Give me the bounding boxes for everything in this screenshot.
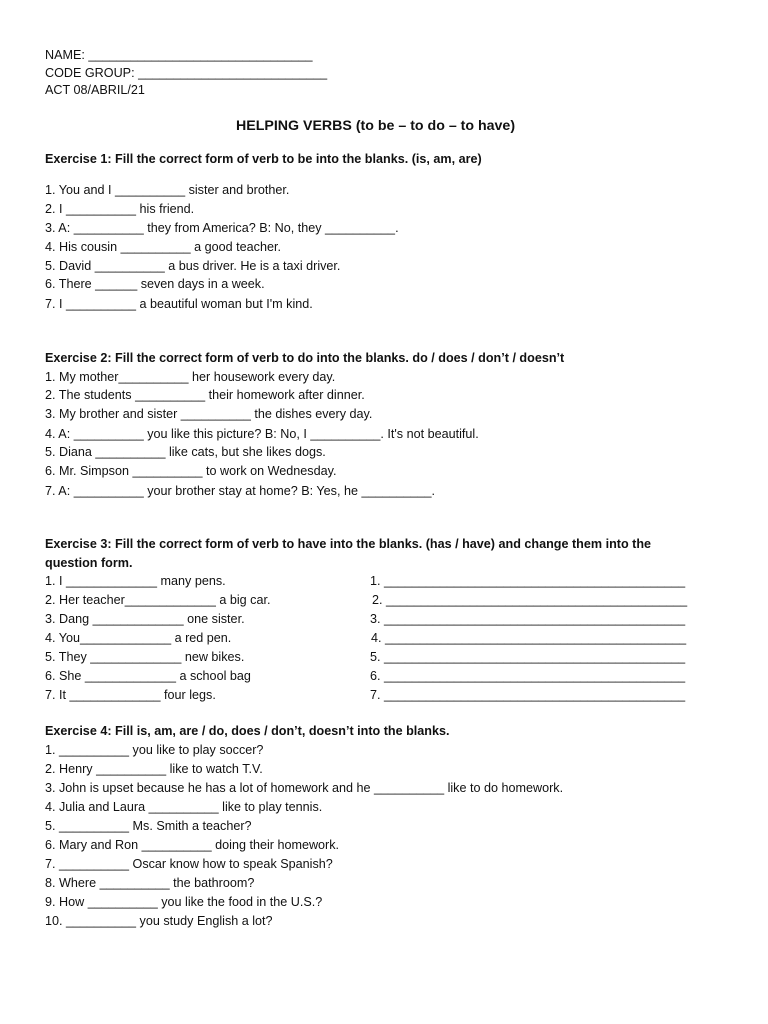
exercise-4-item: 2. Henry __________ like to watch T.V.	[45, 762, 263, 776]
exercise-3-answer-line: 1. ___________________________________________	[370, 574, 686, 588]
exercise-4-heading: Exercise 4: Fill is, am, are / do, does / don’t, doesn’t into the blanks.	[45, 724, 450, 738]
exercise-1-item: 6. There ______ seven days in a week.	[45, 277, 265, 291]
name-field-line: NAME: ________________________________	[45, 48, 313, 62]
exercise-1-item: 2. I __________ his friend.	[45, 202, 195, 216]
exercise-1-item: 4. His cousin __________ a good teacher.	[45, 240, 281, 254]
exercise-3-answer-line: 3. ___________________________________________	[370, 612, 686, 626]
page-title: HELPING VERBS (to be – to do – to have)	[236, 118, 516, 134]
exercise-4-item: 1. __________ you like to play soccer?	[45, 743, 264, 757]
exercise-3-heading-continued: question form.	[45, 556, 133, 570]
exercise-1-item: 7. I __________ a beautiful woman but I'm kind.	[45, 297, 313, 311]
exercise-4-item: 9. How __________ you like the food in the U.S.?	[45, 895, 323, 909]
exercise-4-item: 8. Where __________ the bathroom?	[45, 876, 255, 890]
exercise-2-item: 4. A: __________ you like this picture? B: No, I __________. It's not beautiful.	[45, 427, 479, 441]
exercise-2-item: 2. The students __________ their homework after dinner.	[45, 388, 365, 402]
exercise-3-item: 6. She _____________ a school bag	[45, 669, 251, 683]
exercise-3-item: 4. You_____________ a red pen.	[45, 631, 232, 645]
exercise-1-heading: Exercise 1: Fill the correct form of verb to be into the blanks. (is, am, are)	[45, 152, 482, 166]
exercise-3-item: 5. They _____________ new bikes.	[45, 650, 245, 664]
exercise-3-item: 7. It _____________ four legs.	[45, 688, 216, 702]
exercise-3-item: 3. Dang _____________ one sister.	[45, 612, 245, 626]
exercise-3-answer-line: 2. ___________________________________________	[372, 593, 688, 607]
exercise-3-answer-line: 6. ___________________________________________	[370, 669, 686, 683]
exercise-2-heading: Exercise 2: Fill the correct form of verb to do into the blanks. do / does / don’t / doesn’t	[45, 351, 565, 365]
code-group-field-line: CODE GROUP: ___________________________	[45, 66, 328, 80]
exercise-1-item: 3. A: __________ they from America? B: No, they __________.	[45, 221, 399, 235]
exercise-4-item: 7. __________ Oscar know how to speak Spanish?	[45, 857, 333, 871]
exercise-3-item: 1. I _____________ many pens.	[45, 574, 226, 588]
exercise-2-item: 7. A: __________ your brother stay at home? B: Yes, he __________.	[45, 484, 436, 498]
exercise-3-answer-line: 4. ___________________________________________	[371, 631, 687, 645]
exercise-3-answer-line: 5. ___________________________________________	[370, 650, 686, 664]
exercise-3-heading: Exercise 3: Fill the correct form of verb to have into the blanks. (has / have) and change them into the	[45, 537, 652, 551]
exercise-4-item: 6. Mary and Ron __________ doing their homework.	[45, 838, 340, 852]
exercise-2-item: 3. My brother and sister __________ the dishes every day.	[45, 407, 373, 421]
exercise-1-item: 5. David __________ a bus driver. He is a taxi driver.	[45, 259, 341, 273]
activity-label: ACT 08/ABRIL/21	[45, 83, 145, 97]
exercise-4-item: 10. __________ you study English a lot?	[45, 914, 273, 928]
exercise-2-item: 5. Diana __________ like cats, but she likes dogs.	[45, 445, 326, 459]
exercise-3-answer-line: 7. ___________________________________________	[370, 688, 686, 702]
exercise-1-item: 1. You and I __________ sister and brother.	[45, 183, 290, 197]
exercise-3-item: 2. Her teacher_____________ a big car.	[45, 593, 271, 607]
exercise-2-item: 6. Mr. Simpson __________ to work on Wednesday.	[45, 464, 337, 478]
exercise-4-item: 5. __________ Ms. Smith a teacher?	[45, 819, 252, 833]
exercise-4-item: 3. John is upset because he has a lot of homework and he __________ like to do homework.	[45, 781, 564, 795]
exercise-2-item: 1. My mother__________ her housework every day.	[45, 370, 336, 384]
exercise-4-item: 4. Julia and Laura __________ like to play tennis.	[45, 800, 323, 814]
